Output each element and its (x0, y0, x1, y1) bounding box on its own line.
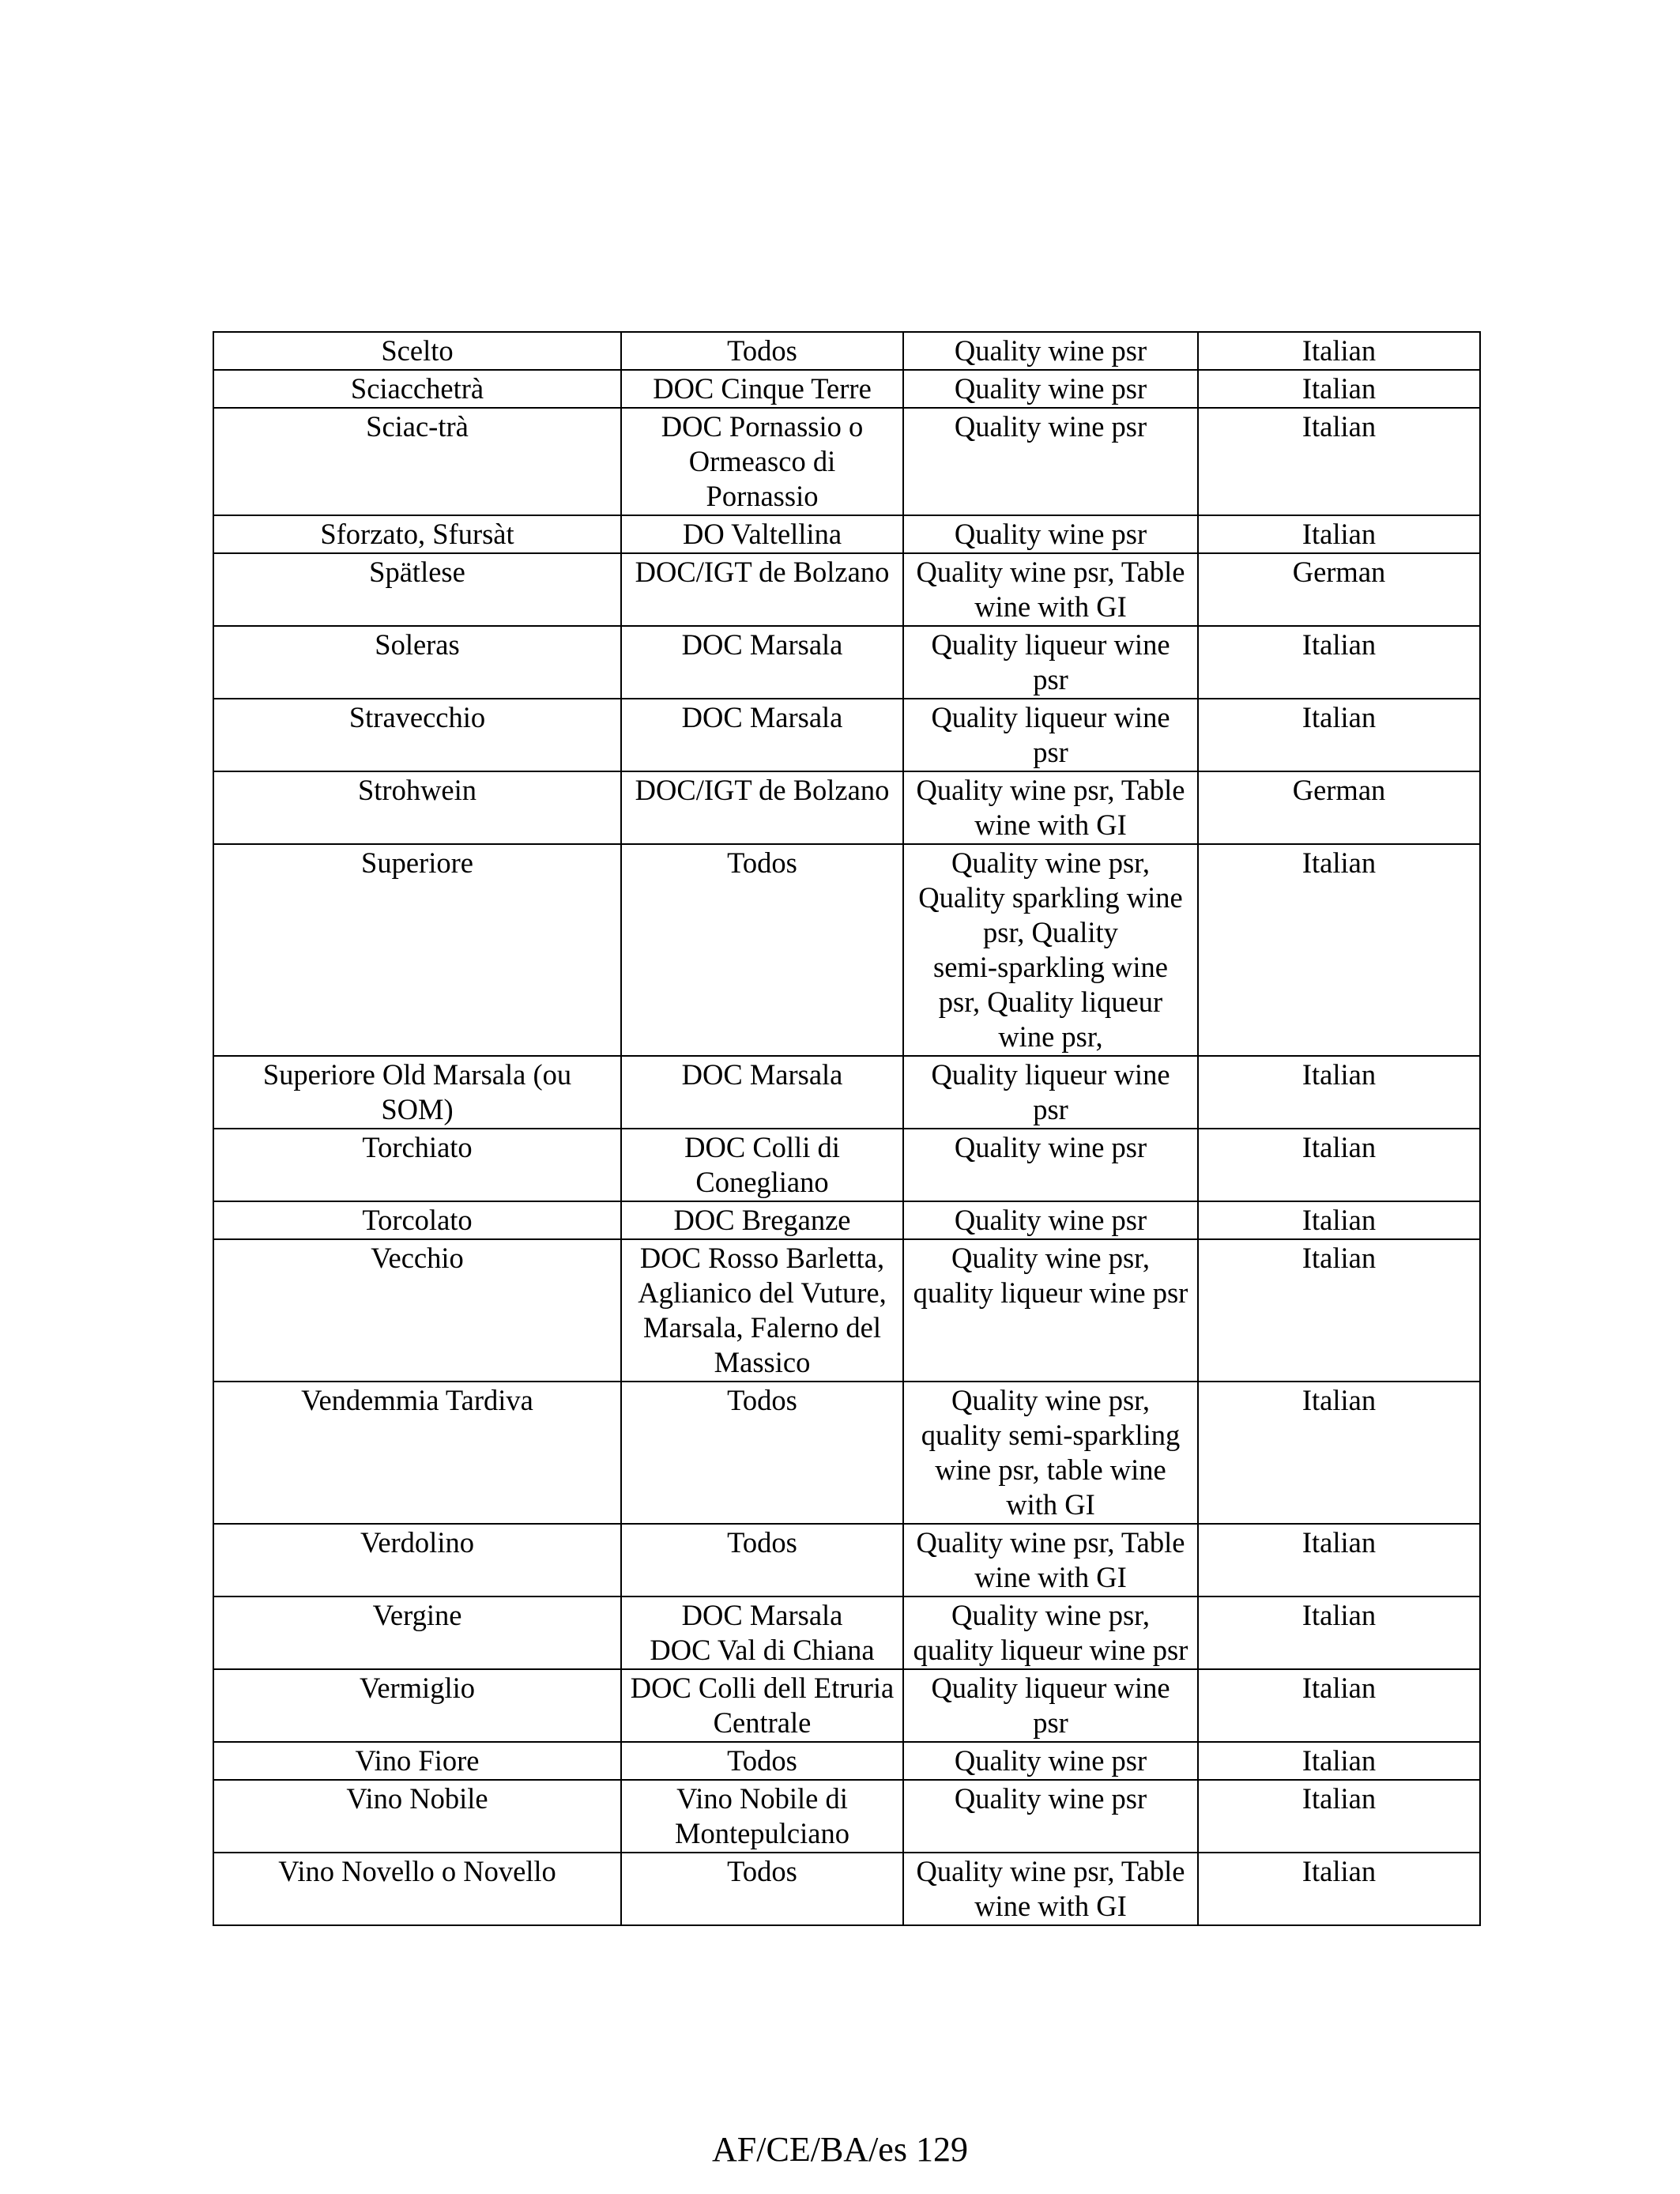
category-cell-line: Quality wine psr, Table (916, 774, 1185, 806)
designation-cell-line: DOC Marsala (681, 701, 843, 733)
language-cell-line: Italian (1301, 518, 1377, 550)
language-cell (1198, 370, 1480, 408)
category-cell (903, 1239, 1198, 1382)
category-cell-line: Quality liqueur wine (931, 701, 1170, 733)
term-cell (213, 771, 621, 844)
category-cell (903, 1742, 1198, 1780)
category-cell (903, 332, 1198, 370)
table-row (213, 1596, 1480, 1669)
table-row (213, 1853, 1480, 1925)
category-cell-line: Quality liqueur wine (931, 628, 1170, 661)
language-cell-line: Italian (1301, 1384, 1377, 1416)
category-cell-line: Quality sparkling wine (918, 881, 1183, 914)
category-cell-line: Quality liqueur wine (931, 1672, 1170, 1704)
category-cell-line: wine psr, table wine (935, 1453, 1166, 1486)
language-cell (1198, 1239, 1480, 1382)
language-cell (1198, 1129, 1480, 1201)
term-cell (213, 1524, 621, 1596)
term-cell (213, 1239, 621, 1382)
designation-cell-line: DOC Marsala (681, 1058, 843, 1091)
designation-cell (621, 771, 903, 844)
category-cell-line: Quality wine psr, (951, 846, 1150, 879)
language-cell-line: Italian (1301, 628, 1377, 661)
language-cell-line: German (1292, 774, 1386, 806)
language-cell (1198, 1853, 1480, 1925)
language-cell (1198, 1742, 1480, 1780)
language-cell (1198, 332, 1480, 370)
term-cell-line: Scelto (381, 334, 454, 367)
category-cell (903, 626, 1198, 699)
term-cell (213, 1669, 621, 1742)
category-cell-line: Quality wine psr, (951, 1384, 1150, 1416)
table-row (213, 332, 1480, 370)
designation-cell-line: DOC Pornassio o (661, 410, 864, 443)
language-cell (1198, 1382, 1480, 1524)
designation-cell-line: DOC Marsala (681, 628, 843, 661)
designation-cell-line: DOC Val di Chiana (650, 1634, 875, 1666)
language-cell-line: Italian (1301, 1526, 1377, 1559)
term-cell-line: Vergine (372, 1599, 462, 1631)
category-cell (903, 553, 1198, 626)
language-cell (1198, 1056, 1480, 1129)
designation-cell (621, 1669, 903, 1742)
category-cell (903, 1382, 1198, 1524)
term-cell-line: Verdolino (360, 1526, 474, 1559)
language-cell (1198, 515, 1480, 553)
term-cell (213, 1129, 621, 1201)
designation-cell (621, 515, 903, 553)
table-row (213, 1382, 1480, 1524)
category-cell-line: Quality wine psr, Table (916, 1855, 1185, 1887)
wine-terms-table-body (213, 332, 1480, 1925)
category-cell-line: psr (1033, 1706, 1068, 1739)
designation-cell (621, 626, 903, 699)
category-cell (903, 515, 1198, 553)
language-cell-line: Italian (1301, 1204, 1377, 1236)
designation-cell-line: DOC Marsala (681, 1599, 843, 1631)
designation-cell (621, 699, 903, 771)
designation-cell-line: Todos (727, 1384, 797, 1416)
designation-cell-line: DOC Breganze (673, 1204, 851, 1236)
category-cell (903, 408, 1198, 515)
category-cell-line: Quality wine psr, (951, 1599, 1150, 1631)
term-cell (213, 1780, 621, 1853)
term-cell-line: Vendemmia Tardiva (301, 1384, 533, 1416)
category-cell (903, 1596, 1198, 1669)
designation-cell (621, 1780, 903, 1853)
language-cell-line: Italian (1301, 1782, 1377, 1815)
category-cell-line: Quality wine psr, (951, 1242, 1150, 1274)
term-cell-line: Superiore Old Marsala (ou (262, 1058, 572, 1091)
language-cell-line: German (1292, 556, 1386, 588)
language-cell-line: Italian (1301, 1058, 1377, 1091)
category-cell-line: semi-sparkling wine (932, 951, 1168, 983)
category-cell (903, 1129, 1198, 1201)
table-row (213, 771, 1480, 844)
term-cell-line: SOM) (381, 1093, 454, 1125)
term-cell-line: Strohwein (357, 774, 477, 806)
page-footer: AF/CE/BA/es 129 (712, 2130, 968, 2169)
category-cell-line: quality liqueur wine psr (913, 1276, 1188, 1309)
designation-cell-line: Montepulciano (675, 1817, 849, 1849)
category-cell-line: psr, Quality (983, 916, 1118, 948)
term-cell (213, 515, 621, 553)
designation-cell-line: Todos (727, 1855, 797, 1887)
category-cell-line: wine with GI (974, 590, 1127, 623)
designation-cell-line: DOC Rosso Barletta, (639, 1242, 885, 1274)
category-cell-line: Quality wine psr (954, 334, 1147, 367)
designation-cell (621, 1056, 903, 1129)
language-cell-line: Italian (1301, 846, 1377, 879)
category-cell-line: wine with GI (974, 809, 1127, 841)
designation-cell (621, 1853, 903, 1925)
term-cell (213, 626, 621, 699)
designation-cell (621, 553, 903, 626)
designation-cell-line: Aglianico del Vuture, (638, 1276, 887, 1309)
designation-cell-line: Todos (727, 334, 797, 367)
term-cell (213, 370, 621, 408)
designation-cell (621, 1129, 903, 1201)
language-cell-line: Italian (1301, 372, 1377, 405)
designation-cell-line: DOC/IGT de Bolzano (635, 556, 890, 588)
category-cell-line: wine psr, (998, 1020, 1103, 1053)
term-cell (213, 1742, 621, 1780)
category-cell-line: psr, Quality liqueur (938, 986, 1163, 1018)
designation-cell-line: Todos (727, 1744, 797, 1777)
designation-cell-line: DOC Colli dell Etruria (630, 1672, 895, 1704)
term-cell-line: Sciac-trà (366, 410, 469, 443)
category-cell-line: with GI (1006, 1488, 1095, 1521)
designation-cell-line: Massico (714, 1346, 811, 1378)
language-cell (1198, 553, 1480, 626)
designation-cell (621, 408, 903, 515)
designation-cell-line: Pornassio (706, 480, 819, 512)
language-cell-line: Italian (1301, 1242, 1377, 1274)
term-cell-line: Sforzato, Sfursàt (320, 518, 514, 550)
category-cell (903, 1780, 1198, 1853)
table-row (213, 1669, 1480, 1742)
term-cell-line: Superiore (361, 846, 473, 879)
language-cell-line: Italian (1301, 334, 1377, 367)
table-row (213, 408, 1480, 515)
term-cell-line: Spätlese (369, 556, 465, 588)
table-row (213, 1780, 1480, 1853)
term-cell (213, 1382, 621, 1524)
term-cell (213, 844, 621, 1056)
category-cell-line: Quality wine psr (954, 1204, 1147, 1236)
language-cell-line: Italian (1301, 1672, 1377, 1704)
language-cell-line: Italian (1301, 1131, 1377, 1163)
category-cell-line: Quality wine psr, Table (916, 556, 1185, 588)
table-row (213, 1056, 1480, 1129)
term-cell-line: Vino Novello o Novello (278, 1855, 556, 1887)
table-row (213, 553, 1480, 626)
category-cell (903, 1201, 1198, 1239)
designation-cell (621, 1742, 903, 1780)
category-cell (903, 370, 1198, 408)
language-cell (1198, 1524, 1480, 1596)
table-row (213, 370, 1480, 408)
category-cell-line: Quality wine psr, Table (916, 1526, 1185, 1559)
designation-cell-line: DOC/IGT de Bolzano (635, 774, 890, 806)
designation-cell (621, 1596, 903, 1669)
language-cell (1198, 699, 1480, 771)
term-cell (213, 553, 621, 626)
category-cell (903, 1669, 1198, 1742)
language-cell (1198, 1780, 1480, 1853)
category-cell-line: Quality wine psr (954, 410, 1147, 443)
language-cell-line: Italian (1301, 701, 1377, 733)
language-cell-line: Italian (1301, 1744, 1377, 1777)
designation-cell-line: Todos (727, 846, 797, 879)
designation-cell (621, 332, 903, 370)
term-cell (213, 408, 621, 515)
category-cell-line: psr (1033, 1093, 1068, 1125)
language-cell-line: Italian (1301, 1855, 1377, 1887)
language-cell-line: Italian (1301, 1599, 1377, 1631)
term-cell (213, 1596, 621, 1669)
term-cell-line: Vecchio (371, 1242, 464, 1274)
term-cell (213, 1853, 621, 1925)
category-cell-line: Quality wine psr (954, 372, 1147, 405)
table-row (213, 1201, 1480, 1239)
language-cell (1198, 771, 1480, 844)
table-row (213, 626, 1480, 699)
designation-cell-line: Marsala, Falerno del (642, 1311, 882, 1344)
term-cell (213, 699, 621, 771)
category-cell (903, 771, 1198, 844)
table-row (213, 1129, 1480, 1201)
category-cell (903, 1056, 1198, 1129)
term-cell-line: Vino Fiore (355, 1744, 480, 1777)
term-cell (213, 332, 621, 370)
table-row (213, 699, 1480, 771)
category-cell (903, 699, 1198, 771)
language-cell (1198, 1669, 1480, 1742)
designation-cell-line: Vino Nobile di (676, 1782, 848, 1815)
category-cell-line: Quality wine psr (954, 518, 1147, 550)
table-row (213, 515, 1480, 553)
language-cell (1198, 844, 1480, 1056)
designation-cell (621, 370, 903, 408)
category-cell-line: Quality wine psr (954, 1744, 1147, 1777)
designation-cell (621, 1382, 903, 1524)
category-cell-line: Quality liqueur wine (931, 1058, 1170, 1091)
designation-cell (621, 1524, 903, 1596)
table-row (213, 1742, 1480, 1780)
wine-terms-table (213, 331, 1481, 1926)
language-cell (1198, 626, 1480, 699)
term-cell-line: Vino Nobile (346, 1782, 488, 1815)
designation-cell (621, 844, 903, 1056)
table-row (213, 1239, 1480, 1382)
table-row (213, 844, 1480, 1056)
language-cell (1198, 408, 1480, 515)
term-cell-line: Stravecchio (348, 701, 486, 733)
term-cell (213, 1201, 621, 1239)
category-cell-line: wine with GI (974, 1890, 1127, 1922)
term-cell-line: Sciacchetrà (350, 372, 484, 405)
designation-cell-line: DO Valtellina (682, 518, 842, 550)
designation-cell-line: Conegliano (695, 1166, 829, 1198)
language-cell (1198, 1596, 1480, 1669)
category-cell (903, 844, 1198, 1056)
category-cell (903, 1524, 1198, 1596)
category-cell-line: Quality wine psr (954, 1131, 1147, 1163)
designation-cell-line: Centrale (713, 1706, 812, 1739)
designation-cell (621, 1201, 903, 1239)
designation-cell-line: DOC Cinque Terre (653, 372, 872, 405)
term-cell-line: Vermiglio (360, 1672, 475, 1704)
category-cell-line: quality semi-sparkling (921, 1419, 1181, 1451)
language-cell (1198, 1201, 1480, 1239)
designation-cell-line: Todos (727, 1526, 797, 1559)
term-cell-line: Soleras (375, 628, 460, 661)
term-cell (213, 1056, 621, 1129)
category-cell-line: wine with GI (974, 1561, 1127, 1593)
category-cell-line: psr (1033, 663, 1068, 696)
table-row (213, 1524, 1480, 1596)
language-cell-line: Italian (1301, 410, 1377, 443)
term-cell-line: Torchiato (362, 1131, 473, 1163)
designation-cell-line: Ormeasco di (688, 445, 836, 477)
category-cell-line: Quality wine psr (954, 1782, 1147, 1815)
category-cell (903, 1853, 1198, 1925)
category-cell-line: quality liqueur wine psr (913, 1634, 1188, 1666)
term-cell-line: Torcolato (362, 1204, 473, 1236)
designation-cell-line: DOC Colli di (684, 1131, 840, 1163)
category-cell-line: psr (1033, 736, 1068, 768)
designation-cell (621, 1239, 903, 1382)
